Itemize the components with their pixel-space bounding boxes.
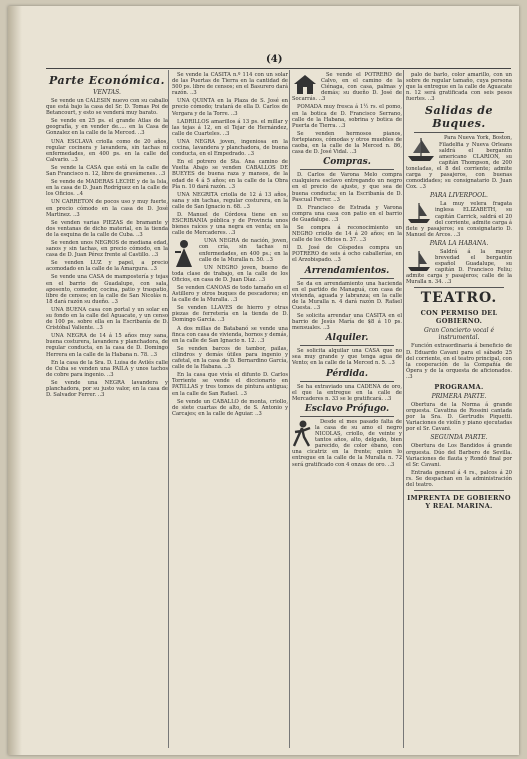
ads-list-lower bbox=[172, 265, 288, 417]
woman-figure-icon bbox=[172, 239, 196, 269]
ad-text: Se vende una CASA de mampostería y tejas en el barrio de Guadalupe, con sala, aposento, comedor, cocina, patio y traspatio, libre de censos; en la calle de San Nicolás n. 18 dará razón su dueño. ..3 bbox=[46, 274, 168, 305]
section-heading-parte-economica: Parte Económica. bbox=[48, 74, 166, 87]
sailing-ship-icon bbox=[406, 250, 432, 272]
page-number: (4) bbox=[266, 54, 283, 65]
section-heading-perdida: Pérdida. bbox=[326, 368, 368, 379]
prices-text: Entrada general á 4 rs., palcos á 20 rs. Se despachan en la administración del teatro. bbox=[406, 469, 512, 489]
ad-text: Se vende la CASA que está en la calle de San Francisco n. 12, libre de gravámenes. ..3 bbox=[46, 164, 168, 178]
ad-text: Se venden CANOAS de todo tamaño en el Astillero y otros buques de pescadores; en la calle de la Muralla. ..3 bbox=[172, 285, 288, 304]
ads-list-top bbox=[406, 72, 512, 102]
ads-list-compras bbox=[292, 172, 402, 263]
ad-text: Función extraordinaria á beneficio de D. Eduardo Cavani para el sábado 25 del corriente, en el teatro principal, con la cooperación de la Compañía de Ópera y de la orquesta de aficionados. ..3 bbox=[406, 343, 512, 380]
ad-text: UNA QUINTA en la Plaza de S. José en precio cómodo; tratará de ella D. Carlos de Vergara y de la Torre. ..3 bbox=[172, 98, 288, 117]
imprint-line: IMPRENTA DE GOBIERNO Y REAL MARINA. bbox=[407, 494, 511, 511]
section-rule bbox=[414, 490, 504, 491]
house-icon bbox=[292, 73, 318, 95]
programa-heading: PROGRAMA. bbox=[434, 383, 484, 391]
header-rule bbox=[46, 68, 511, 69]
column-1 bbox=[46, 72, 168, 748]
column-divider bbox=[168, 70, 169, 748]
ad-text: Se vende en 25 ps. el grande Atlas de la geografía, y en vender de..... en la Casa de Gonzalez en la calle de la Merced. ..3 bbox=[46, 118, 168, 137]
ad-text: UNA NEGRITA criolla de 12 á 13 años, sana y sin tachas, regular costurera, en la calle de San Ignacio n. 68. ..3 bbox=[172, 191, 288, 210]
ads-list-upper bbox=[172, 72, 288, 236]
section-heading-compras: Compras. bbox=[323, 157, 371, 168]
segunda-parte-text: Obertura de Los Bandidos á grande orquesta. Dúo del Barbero de Sevilla. Variaciones de flauta y Rondó final por el Sr. Cavani. bbox=[406, 443, 512, 468]
ad-text: Se vende de MADERAS LECHE y de la Isla, en la casa de D. Juan Rodríguez en la calle de los Oficios. ..4 bbox=[46, 179, 168, 198]
ad-text: Se vende un CALESIN nuevo con su caballo que está bajo la casa del Sr. D. Tomas Poi de Betancourt, y esto se venderá muy barato. bbox=[46, 98, 168, 117]
ad-with-illustration bbox=[172, 238, 288, 262]
section-heading-arrendamientos: Arrendamientos. bbox=[304, 265, 390, 276]
ad-text: En la casa de la Sra. D. Luisa de Avilés calle de Cuba se venden una PAILA y unos tachos de cobre para ingenio. ..3 bbox=[46, 359, 168, 378]
ad-text: Se vende un CABALLO de monta, criollo, de siete cuartas de alto, de S. Antonio y Carcajes; en la calle de Aguiar. ..3 bbox=[172, 398, 288, 417]
section-rule bbox=[300, 169, 394, 170]
section-rule bbox=[300, 381, 394, 382]
ad-text: UNA ESCLAVA criolla como de 20 años, regular cocinera y lavandera, sin tachas ni enfermedades, en 400 ps. en la calle del Calvario. ..3 bbox=[46, 138, 168, 163]
subheading-ventas: VENTAS. bbox=[93, 89, 121, 96]
section-rule bbox=[414, 287, 504, 288]
teatro-event-title: Gran Concierto vocal é instrumental. bbox=[423, 327, 495, 342]
ad-text: Se venden unos NEGROS de mediana edad, sanos y sin tachas, en precio cómodo, en la casa de D. Juan Pérez frente al Castillo. ..3 bbox=[46, 239, 168, 259]
segunda-parte-heading: SEGUNDA PARTE. bbox=[430, 434, 488, 442]
ad-text: D. Carlos de Varona Melo compra cualquiera esclavo entregando un negro en el precio de ajuste, y que sea de buena conducta; en la Escribanía de D. Pascual Ferrer. ..3 bbox=[292, 172, 402, 203]
ad-text: Se venden varias PIEZAS de bramante y dos ventanas de dicho material, en la tienda de la esquina de la calle de Cuba. ..3 bbox=[46, 219, 168, 238]
ad-text: D. Manuel de Córdova tiene en su ESCRIBANIA pública y de Provincia unos bienes raíces y una negra en venta; en la calle de Mercaderes. ..3 bbox=[172, 211, 288, 237]
ad-text: D. José de Céspedes compra un POTRERO de seis á ocho caballerías, en el Arzobispado. ..3 bbox=[292, 245, 402, 264]
column-3 bbox=[292, 72, 402, 748]
section-heading-alquiler: Alquiler. bbox=[325, 333, 369, 344]
ad-text: UNA BUENA casa con portal y un solar en su fondo en la calle del Aguacate, y un censo de 100 ps. sobre ella en la Escribanía de D. Cristóbal Valiente. ..3 bbox=[46, 306, 168, 332]
ads-list-perdida bbox=[292, 384, 402, 402]
ads-list-alquiler bbox=[292, 348, 402, 366]
ad-text: Se vende la CASITA n.º 114 con un solar de las Puertas de Tierra en la cantidad de 500 ps. libre de censos; en el Basurero dará razón. ..3 bbox=[172, 72, 288, 97]
ad-text: UN CARRETON de pocos uso y muy fuerte, en precio cómodo en la casa de D. José Martinez. ..3 bbox=[46, 199, 168, 218]
ad-text: D. Francisco de Estrada y Varona compra una casa con patio en el barrio de Guadalupe. ..3 bbox=[292, 204, 402, 223]
subheading-para-liverpool: PARA LIVERPOOL. bbox=[430, 192, 488, 200]
page-binding-shadow bbox=[8, 6, 22, 755]
ad-text: En la casa que vivía el difunto D. Carlos Torriente se vende el diccionario en PATILLAS y tres tomos de pintura antigua; en la calle de San Rafael. ..3 bbox=[172, 372, 288, 397]
ad-text: Se venden LUZ y papel, a precio acomodado en la calle de la Amargura. ..3 bbox=[46, 260, 168, 273]
column-2 bbox=[172, 72, 288, 748]
ad-text: palo de barlo, color amarillo, con un sobre de regular tamaño, cuya persona que la entregue en la calle de Aguacate n. 12 será gratificada con seis pesos fuertes. ..3 bbox=[406, 72, 512, 103]
ad-text: Desde el mes pasado falta de la casa de su amo el negro NICOLAS, criollo, de veinte y tantos años, alto, delgado, bien parecido, de color ébano, con una cicatriz en la frente; quien lo entregue en la calle de la Muralla n. 72 será gratificado con 4 onzas de oro. ..3 bbox=[292, 418, 402, 468]
section-heading-esclavo-profugo: Esclavo Prófugo. bbox=[304, 403, 390, 414]
running-figure-icon bbox=[292, 420, 312, 448]
ad-text: La muy velera fragata inglesa ELIZABETH, su capitán Carrick, saldrá el 20 del corriente, admite carga á flete y pasajeros; su consignatario D. Manuel de Arcos. ..3 bbox=[406, 201, 512, 238]
column-divider bbox=[289, 70, 290, 748]
ad-text: Se solicita arrendar una CASITA en el barrio de Jesús María de $8 á 10 ps. mensuales. ..3 bbox=[292, 313, 402, 332]
section-heading-teatro: TEATRO. bbox=[420, 290, 498, 307]
ad-text: UNA NEGRA de 14 á 15 años muy sana, buena costurera, lavandera y planchadora, de regular conducta, en la casa de D. Domingo Herrera en la calle de la Habana n. 78. ..3 bbox=[46, 333, 168, 358]
section-rule bbox=[300, 278, 394, 279]
sailing-ship-icon bbox=[406, 202, 432, 224]
ad-text: En el potrero de Sta. Ana camino de Vuelta Abajo se venden CABALLOS DE BUEYES de buena raza y mansos, de la edad de 4 á 5 años; en la calle de la Obra Pía n. 10 dará razón. ..3 bbox=[172, 159, 288, 190]
column-4 bbox=[406, 72, 512, 748]
ad-text: LADRILLOS amarillos á 13 ps. el millar y las tejas á 12, en el Tejar de Hernández, calle de Cuarteles. ..3 bbox=[172, 118, 288, 137]
teatro-text bbox=[406, 343, 512, 380]
ad-text: Se da en arrendamiento una hacienda en el partido de Managuá, con casa de vivienda, aguada y labranza; en la calle de la Muralla n. 4 dará razón D. Rafael Cuesta. ..3 bbox=[292, 280, 402, 311]
ad-text: Se ha extraviado una CADENA de oro, el que la entregue en la calle de Mercaderes n. 33 se le gratificará. ..3 bbox=[292, 383, 402, 402]
ad-text: UNA NEGRA de nación, joven, con cría, sin tachas ni enfermedades, en 400 ps.; en la calle de la Muralla n. 50. ..3 bbox=[199, 238, 288, 263]
ad-text: Se vende el POTRERO de Calvo, en el camino de la Ciénaga, con casa, palmas y demás; su dueño D. José de Socarrás. ..3 bbox=[292, 72, 402, 103]
primera-parte-text: Obertura de la Norma á grande orquesta. Cavatina de Rossini cantada por la Sra. D. Gertrudis Piquetti. Variaciones de violín y piano ejecutadas por el Sr. Cavani. bbox=[406, 402, 512, 433]
ads-list-ventas bbox=[46, 98, 168, 398]
ad-text: Se solicita alquilar una CASA que no sea muy grande y que tenga agua de Vento; en la calle de la Merced n. 5. ..3 bbox=[292, 348, 402, 367]
ad-text: Saldrá á la mayor brevedad el bergantín español Guadalupe, su capitán D. Francisco Feliu; admite carga y pasajeros; calle de la Muralla n. 34. ..3 bbox=[406, 248, 512, 286]
newspaper-page bbox=[8, 6, 519, 755]
sailing-ship-icon bbox=[406, 136, 436, 162]
primera-parte-heading: PRIMERA PARTE. bbox=[431, 393, 487, 400]
ad-text: Se venden barcos de tambor, pailas, cilindros y demás útiles para ingenio y cafetal, en la casa de D. Bernardino García, calle de la Habana. ..3 bbox=[172, 345, 288, 371]
ad-text: UN NEGRO joven, bueno de toda clase de trabajo, en la calle de los Oficios, en casa de D. Juan Díaz. ..3 bbox=[172, 264, 288, 283]
section-rule bbox=[414, 132, 504, 133]
ad-text: POMADA muy fresca á 1½ rs. el pomo, en la botica de D. Francisco Serrano, calle de la Habana, sobrina y botica de Puerta de Tierra. ..3 bbox=[292, 104, 402, 129]
section-rule bbox=[300, 416, 394, 417]
column-divider bbox=[403, 70, 404, 748]
ad-text: Se venden LLAVES de hierro y otras piezas de ferretería en la tienda de D. Domingo García. ..3 bbox=[172, 305, 288, 324]
ad-text: Se compra á reconocimiento un NEGRO criollo de 14 á 20 años; en la calle de los Oficios n. 37. ..3 bbox=[292, 224, 402, 244]
ads-list-arrendamientos bbox=[292, 281, 402, 332]
teatro-permission-line: CON PERMISO DEL GOBIERNO. bbox=[420, 309, 498, 326]
ad-text: Se venden hermosos pianos, fortepianos, cómodas y otros muebles de caoba, en la calle de la Merced n. 86, casa de D. José Vidal. ..3 bbox=[292, 130, 402, 156]
ad-text: Se vende una NEGRA lavandera y planchadora, por su justo valor, en la casa de D. Salvador Ferrer. ..3 bbox=[46, 379, 168, 399]
ad-text: UNA NEGRA joven, ingeniosa en la cocina, lavandera y planchadora, de buena conducta, en el Empedrado. ..3 bbox=[172, 138, 288, 158]
ad-text: A dos millas de Batabanó se vende una finca con casa de vivienda, hornos y demás, en la calle de San Ignacio n. 12. ..3 bbox=[172, 325, 288, 344]
subheading-para-la-habana: PARA LA HABANA. bbox=[429, 239, 489, 247]
section-heading-salidas-de-buques: Salidas de Buques. bbox=[425, 104, 493, 131]
section-rule bbox=[300, 345, 394, 346]
ad-text: Para Nueva York, Boston, Filadelfia y Nueva Orleans saldrá el bergantín americano CLARION, su capitán Thompson, de 200 toneladas, el 8 del corriente; admite carga y pasajeros, con buenas comodidades; su consignatario D. Juan Cox. ..3 bbox=[406, 135, 512, 191]
